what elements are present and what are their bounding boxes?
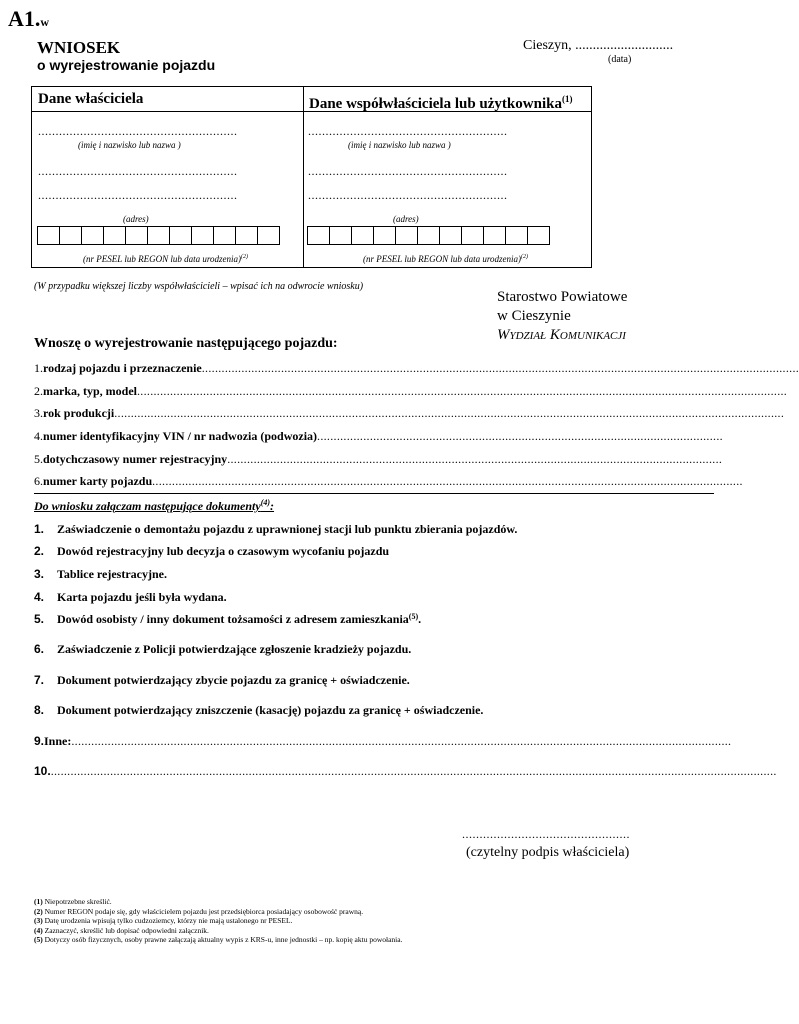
footnote: (1) Niepotrzebne skreślić. xyxy=(34,897,112,906)
footnote: (5) Dotyczy osób fizycznych, osoby prawne załączają aktualny wypis z KRS-u, inne jednostki – np. kopię aktu powołania. xyxy=(34,935,403,944)
document-item: 2. Dowód rejestracyjny lub decyzja o czasowym wycofaniu pojazdu xyxy=(34,544,390,558)
document-item: 5. Dowód osobisty / inny dokument tożsamości z adresem zamieszkania (5) . xyxy=(34,612,422,626)
owner-header: Dane właściciela xyxy=(32,87,303,112)
document-item-other[interactable]: 9. Inne: ........................................................................................................................................................................................................ xyxy=(34,734,732,748)
signature-field[interactable]: ................................................ xyxy=(462,827,630,841)
document-item: 7. Dokument potwierdzający zbycie pojazdu za granicę + oświadczenie. xyxy=(34,673,410,687)
document-subtitle: o wyrejestrowanie pojazdu xyxy=(37,57,216,73)
owner-column xyxy=(32,112,303,267)
owner-address-hint: (adres) xyxy=(123,214,149,224)
owner-address-field-2[interactable]: ......................................................... xyxy=(38,188,238,202)
office-department: Wydział Komunikacji xyxy=(497,327,626,343)
office-line-1: Starostwo Powiatowe xyxy=(497,289,628,305)
form-code: A1.w xyxy=(8,6,50,31)
owner-name-hint: (imię i nazwisko lub nazwa ) xyxy=(78,140,181,150)
owner-table xyxy=(31,86,592,268)
document-item: 1. Zaświadczenie o demontażu pojazdu z uprawnionej stacji lub punktu zbierania pojazdów. xyxy=(34,522,518,536)
signature-caption: (czytelny podpis właściciela) xyxy=(466,845,630,860)
attachments-heading: Do wniosku załączam następujące dokumenty$^{(4)}$: xyxy=(34,498,275,513)
place-date-field[interactable]: Cieszyn, ............................ xyxy=(523,38,674,53)
vehicle-field-make[interactable]: 2. marka, typ, model ..................................................................................................................................................................................................... xyxy=(34,384,788,398)
coowner-address-field-1[interactable]: ......................................................... xyxy=(308,164,508,178)
vehicle-field-vin[interactable]: 4. numer identyfikacyjny VIN / nr nadwozia (podwozia) ........................................................................................................................... xyxy=(34,429,723,443)
owner-id-hint: (nr PESEL lub REGON lub data urodzenia)$^{(2)}$ xyxy=(83,254,248,264)
office-address xyxy=(497,288,627,345)
coowner-column xyxy=(304,112,591,267)
vehicle-field-year[interactable]: 3. rok produkcji ........................................................................................................................................................................................................... xyxy=(34,406,785,420)
coowner-name-field[interactable]: ......................................................... xyxy=(308,124,508,138)
vehicle-field-registration[interactable]: 5. dotychczasowy numer rejestracyjny ...................................................................................................................................................... xyxy=(34,452,723,466)
document-item: 3. Tablice rejestracyjne. xyxy=(34,567,167,581)
footnote: (3) Datę urodzenia wpisują tylko cudzoziemcy, którzy nie mają ustalonego nr PESEL. xyxy=(34,916,293,925)
footnote: (4) Zaznaczyć, skreślić lub dopisać odpowiedni załącznik. xyxy=(34,925,209,935)
coowner-header: Dane współwłaściciela lub użytkownika$^{(1)}$ xyxy=(303,87,591,112)
footnote: (2) Numer REGON podaje się, gdy właścicielem pojazdu jest przedsiębiorca posiadający osobowość prawną. xyxy=(34,906,364,916)
request-heading: Wnoszę o wyrejestrowanie następującego pojazdu: xyxy=(34,336,338,351)
multi-owner-note: (W przypadku większej liczby współwłaścicieli – wpisać ich na odwrocie wniosku) xyxy=(34,281,364,292)
document-item: 4. Karta pojazdu jeśli była wydana. xyxy=(34,590,227,604)
coowner-name-hint: (imię i nazwisko lub nazwa ) xyxy=(348,140,451,150)
owner-id-boxes[interactable] xyxy=(38,226,280,245)
section-divider xyxy=(34,493,714,494)
document-title: WNIOSEK xyxy=(37,38,121,57)
owner-address-field-1[interactable]: ......................................................... xyxy=(38,164,238,178)
footnotes xyxy=(34,897,402,945)
coowner-id-hint: (nr PESEL lub REGON lub data urodzenia)$^{(2)}$ xyxy=(363,254,528,264)
date-hint: (data) xyxy=(608,54,632,65)
document-item-extra[interactable]: 10. ............................................................................................................................................................................................................................ xyxy=(34,764,777,778)
vehicle-field-card[interactable]: 6. numer karty pojazdu ................................................................................................................................................................................... xyxy=(34,474,743,488)
document-item: 6. Zaświadczenie z Policji potwierdzające zgłoszenie kradzieży pojazdu. xyxy=(34,642,412,656)
document-item: 8. Dokument potwierdzający zniszczenie (kasację) pojazdu za granicę + oświadczenie. xyxy=(34,703,484,717)
coowner-address-field-2[interactable]: ......................................................... xyxy=(308,188,508,202)
coowner-id-boxes[interactable] xyxy=(308,226,550,245)
office-line-2: w Cieszynie xyxy=(497,308,571,324)
owner-name-field[interactable]: ......................................................... xyxy=(38,124,238,138)
vehicle-field-type[interactable]: 1. rodzaj pojazdu i przeznaczenie ..................................................................................................................................................................................... xyxy=(34,361,799,375)
coowner-address-hint: (adres) xyxy=(393,214,419,224)
